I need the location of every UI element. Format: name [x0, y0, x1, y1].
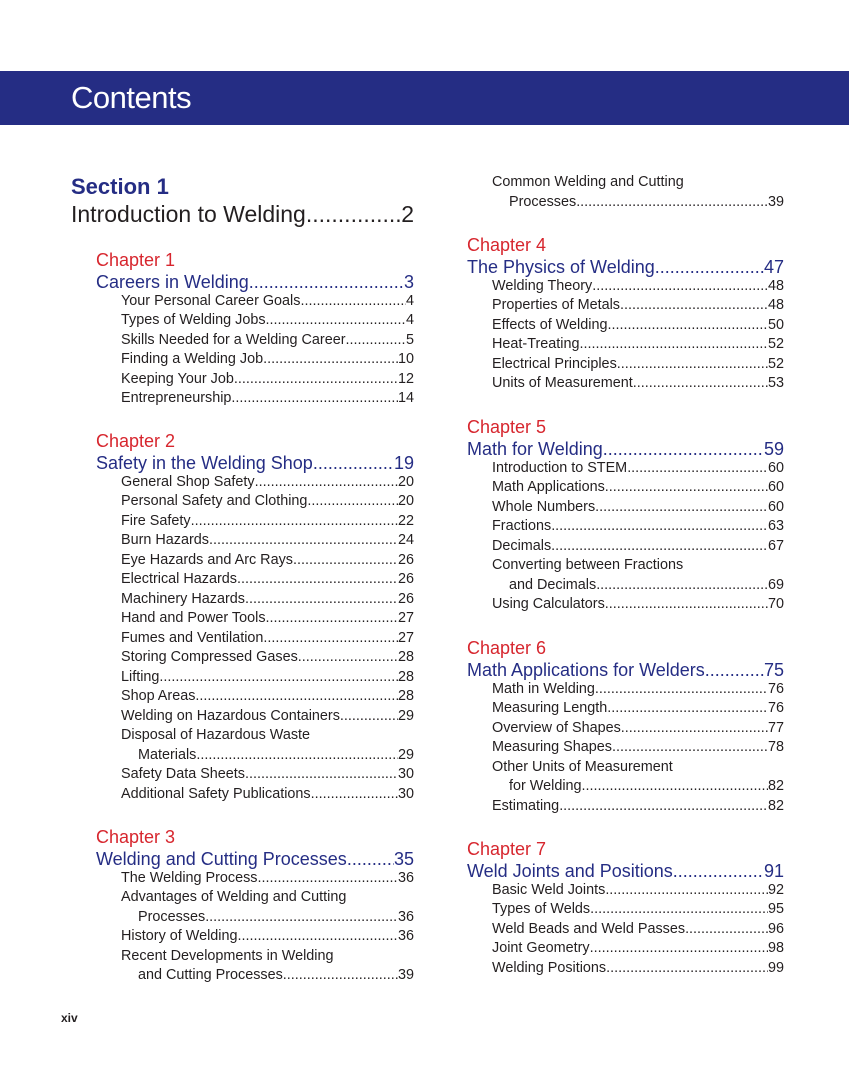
- entry-title: and Decimals: [509, 577, 597, 593]
- section-page: 2: [401, 201, 414, 227]
- leader-dots: [551, 517, 768, 536]
- entry-title: Types of Welding Jobs: [121, 312, 266, 328]
- entry-title: Units of Measurement: [492, 375, 633, 391]
- chapter-page: 3: [403, 272, 414, 292]
- leader-dots: [306, 200, 401, 228]
- entry-title: Joint Geometry: [492, 940, 590, 956]
- entry-title: Fumes and Ventilation: [121, 630, 264, 646]
- entry-page: 82: [767, 798, 784, 814]
- leader-dots: [340, 707, 398, 726]
- entry-title: Welding Theory: [492, 278, 593, 294]
- entry-title: The Welding Process: [121, 870, 258, 886]
- toc-entry[interactable]: [121, 785, 414, 804]
- leader-dots: [195, 687, 398, 706]
- entry-page: 48: [767, 297, 784, 313]
- leader-dots: [605, 478, 768, 497]
- chapter-title-row[interactable]: [96, 452, 414, 474]
- entry-title-line1: Converting between Fractions: [492, 557, 684, 573]
- leader-dots: [293, 551, 398, 570]
- entry-title: Welding on Hazardous Containers: [121, 708, 340, 724]
- entry-page: 28: [397, 669, 414, 685]
- toc-entry[interactable]: [121, 590, 414, 609]
- toc-entry[interactable]: [138, 966, 414, 985]
- toc-entry[interactable]: [492, 374, 784, 393]
- toc-entry[interactable]: [121, 331, 414, 350]
- entry-title: Electrical Hazards: [121, 571, 237, 587]
- toc-entry[interactable]: [138, 746, 414, 765]
- entry-title: Entrepreneurship: [121, 390, 232, 406]
- entry-title: Measuring Length: [492, 700, 608, 716]
- leader-dots: [245, 765, 398, 784]
- leader-dots: [249, 271, 404, 293]
- entry-title: Hand and Power Tools: [121, 610, 266, 626]
- toc-entry[interactable]: [121, 668, 414, 687]
- entry-page: 12: [397, 371, 414, 387]
- chapter-title: Safety in the Welding Shop: [96, 453, 313, 473]
- entry-title: for Welding: [509, 778, 582, 794]
- entry-title: Weld Beads and Weld Passes: [492, 921, 686, 937]
- leader-dots: [590, 900, 768, 919]
- entry-page: 24: [397, 532, 414, 548]
- toc-entry[interactable]: [121, 927, 414, 946]
- leader-dots: [191, 512, 398, 531]
- page-number: xiv: [61, 1011, 78, 1025]
- toc-entry[interactable]: [492, 900, 784, 919]
- entry-title: Overview of Shapes: [492, 720, 621, 736]
- chapter-title-row[interactable]: [467, 659, 784, 681]
- toc-entry[interactable]: [492, 316, 784, 335]
- toc-entry[interactable]: [121, 869, 414, 888]
- toc-entry[interactable]: [121, 492, 414, 511]
- chapter-page: 47: [763, 257, 784, 277]
- entry-title: Your Personal Career Goals: [121, 293, 301, 309]
- entry-title: Skills Needed for a Welding Career: [121, 332, 346, 348]
- toc-entry[interactable]: [121, 389, 414, 408]
- entry-page: 39: [397, 967, 414, 983]
- entry-page: 77: [767, 720, 784, 736]
- chapter-page: 59: [763, 439, 784, 459]
- chapter-page: 35: [393, 849, 414, 869]
- entry-title: Finding a Welding Job: [121, 351, 264, 367]
- entry-title-line1: Common Welding and Cutting: [492, 174, 684, 190]
- entry-page: 52: [767, 336, 784, 352]
- leader-dots: [595, 680, 768, 699]
- entry-page: 28: [397, 649, 414, 665]
- leader-dots: [266, 311, 406, 330]
- section-label: Section 1: [71, 174, 169, 199]
- toc-entry[interactable]: [492, 881, 784, 900]
- toc-entry[interactable]: [492, 939, 784, 958]
- toc-entry[interactable]: [121, 551, 414, 570]
- entry-title: Lifting: [121, 669, 160, 685]
- leader-dots: [298, 648, 398, 667]
- entry-title-line1: Advantages of Welding and Cutting: [121, 889, 347, 905]
- leader-dots: [263, 629, 398, 648]
- entry-page: 76: [767, 681, 784, 697]
- toc-entry[interactable]: [121, 292, 414, 311]
- leader-dots: [612, 738, 768, 757]
- entry-page: 29: [397, 708, 414, 724]
- entry-title-line1: Other Units of Measurement: [492, 759, 673, 775]
- entry-title: and Cutting Processes: [138, 967, 283, 983]
- entry-page: 30: [397, 786, 414, 802]
- entry-page: 14: [397, 390, 414, 406]
- leader-dots: [313, 452, 394, 474]
- entry-page: 36: [397, 870, 414, 886]
- entry-title: History of Welding: [121, 928, 238, 944]
- toc-entry[interactable]: [492, 595, 784, 614]
- leader-dots: [590, 939, 768, 958]
- entry-title: Keeping Your Job: [121, 371, 234, 387]
- leader-dots: [196, 746, 398, 765]
- entry-page: 22: [397, 513, 414, 529]
- entry-page: 10: [397, 351, 414, 367]
- entry-title: Introduction to STEM: [492, 460, 628, 476]
- toc-entry[interactable]: [121, 629, 414, 648]
- toc-entry[interactable]: [492, 296, 784, 315]
- entry-title: General Shop Safety: [121, 474, 255, 490]
- chapter-title: Math for Welding: [467, 439, 603, 459]
- leader-dots: [245, 590, 398, 609]
- chapter-page: 75: [763, 660, 784, 680]
- leader-dots: [605, 595, 768, 614]
- chapter-page: 91: [763, 861, 784, 881]
- leader-dots: [607, 699, 768, 718]
- toc-entry[interactable]: [492, 920, 784, 939]
- entry-title: Fractions: [492, 518, 552, 534]
- chapter-title-row[interactable]: [467, 256, 784, 278]
- entry-page: 60: [767, 460, 784, 476]
- entry-title: Basic Weld Joints: [492, 882, 606, 898]
- entry-title: Estimating: [492, 798, 560, 814]
- entry-title: Effects of Welding: [492, 317, 608, 333]
- toc-entry[interactable]: [509, 777, 784, 796]
- leader-dots: [627, 459, 768, 478]
- entry-title: Fire Safety: [121, 513, 191, 529]
- entry-title: Types of Welds: [492, 901, 591, 917]
- entry-title: Burn Hazards: [121, 532, 209, 548]
- leader-dots: [307, 492, 398, 511]
- toc-entry[interactable]: [121, 570, 414, 589]
- toc-entry[interactable]: [492, 498, 784, 517]
- leader-dots: [559, 797, 768, 816]
- leader-dots: [673, 860, 764, 882]
- entry-page: 50: [767, 317, 784, 333]
- entry-title: Personal Safety and Clothing: [121, 493, 308, 509]
- leader-dots: [685, 920, 768, 939]
- contents-banner: [0, 71, 849, 125]
- entry-page: 98: [767, 940, 784, 956]
- toc-entry[interactable]: [138, 908, 414, 927]
- entry-title: Using Calculators: [492, 596, 605, 612]
- entry-page: 60: [767, 499, 784, 515]
- toc-entry[interactable]: [492, 959, 784, 978]
- entry-title: Whole Numbers: [492, 499, 596, 515]
- leader-dots: [620, 296, 768, 315]
- entry-page: 76: [767, 700, 784, 716]
- leader-dots: [617, 355, 768, 374]
- toc-entry[interactable]: [121, 648, 414, 667]
- chapter-title-row[interactable]: [467, 438, 784, 460]
- entry-page: 26: [397, 571, 414, 587]
- leader-dots: [605, 881, 768, 900]
- leader-dots: [159, 668, 398, 687]
- leader-dots: [633, 374, 768, 393]
- entry-page: 82: [767, 778, 784, 794]
- toc-entry[interactable]: [121, 531, 414, 550]
- entry-title: Safety Data Sheets: [121, 766, 245, 782]
- toc-entry[interactable]: [492, 719, 784, 738]
- leader-dots: [346, 331, 406, 350]
- entry-title: Welding Positions: [492, 960, 607, 976]
- entry-page: 96: [767, 921, 784, 937]
- toc-entry[interactable]: [492, 517, 784, 536]
- entry-title: Math in Welding: [492, 681, 595, 697]
- entry-page: 70: [767, 596, 784, 612]
- entry-title: Additional Safety Publications: [121, 786, 311, 802]
- chapter-label: Chapter 6: [467, 638, 547, 658]
- leader-dots: [238, 927, 398, 946]
- entry-page: 26: [397, 552, 414, 568]
- toc-entry[interactable]: [121, 707, 414, 726]
- chapter-label: Chapter 2: [96, 431, 176, 451]
- toc-entry[interactable]: [121, 765, 414, 784]
- leader-dots: [263, 350, 398, 369]
- leader-dots: [209, 531, 398, 550]
- entry-title: Processes: [509, 194, 577, 210]
- entry-page: 27: [397, 630, 414, 646]
- entry-title-line1: Recent Developments in Welding: [121, 948, 334, 964]
- entry-page: 48: [767, 278, 784, 294]
- entry-page: 26: [397, 591, 414, 607]
- toc-entry[interactable]: [492, 537, 784, 556]
- chapter-label: Chapter 1: [96, 250, 176, 270]
- toc-entry[interactable]: [509, 193, 784, 212]
- toc-entry[interactable]: [121, 370, 414, 389]
- chapter-label: Chapter 3: [96, 827, 176, 847]
- chapter-title: The Physics of Welding: [467, 257, 655, 277]
- leader-dots: [283, 966, 398, 985]
- section-title-row[interactable]: [71, 200, 414, 228]
- entry-page: 30: [397, 766, 414, 782]
- entry-title: Materials: [138, 747, 197, 763]
- entry-title: Storing Compressed Gases: [121, 649, 298, 665]
- leader-dots: [300, 292, 406, 311]
- leader-dots: [311, 785, 398, 804]
- chapter-page: 19: [393, 453, 414, 473]
- leader-dots: [231, 389, 398, 408]
- entry-page: 99: [767, 960, 784, 976]
- toc-entry[interactable]: [492, 355, 784, 374]
- page-title: Contents: [71, 80, 192, 115]
- chapter-title-row[interactable]: [467, 860, 784, 882]
- leader-dots: [255, 473, 398, 492]
- entry-page: 53: [767, 375, 784, 391]
- entry-title-line1: Disposal of Hazardous Waste: [121, 727, 311, 743]
- entry-title: Heat-Treating: [492, 336, 580, 352]
- entry-page: 92: [767, 882, 784, 898]
- entry-page: 27: [397, 610, 414, 626]
- toc-entry[interactable]: [492, 335, 784, 354]
- entry-page: 4: [405, 293, 414, 309]
- entry-title: Machinery Hazards: [121, 591, 245, 607]
- toc-entry[interactable]: [121, 350, 414, 369]
- toc-entry[interactable]: [121, 609, 414, 628]
- leader-dots: [607, 316, 768, 335]
- leader-dots: [603, 438, 764, 460]
- entry-page: 20: [397, 493, 414, 509]
- toc-entry[interactable]: [492, 738, 784, 757]
- entry-page: 78: [767, 739, 784, 755]
- entry-title: Electrical Principles: [492, 356, 617, 372]
- leader-dots: [258, 869, 398, 888]
- entry-title: Math Applications: [492, 479, 605, 495]
- entry-page: 4: [405, 312, 414, 328]
- entry-page: 36: [397, 928, 414, 944]
- toc-entry[interactable]: [492, 277, 784, 296]
- leader-dots: [705, 659, 764, 681]
- leader-dots: [582, 777, 768, 796]
- leader-dots: [551, 537, 768, 556]
- entry-page: 95: [767, 901, 784, 917]
- toc-entry[interactable]: [121, 311, 414, 330]
- entry-page: 52: [767, 356, 784, 372]
- toc-entry[interactable]: [492, 478, 784, 497]
- entry-page: 63: [767, 518, 784, 534]
- entry-page: 69: [767, 577, 784, 593]
- entry-title: Shop Areas: [121, 688, 196, 704]
- entry-title: Properties of Metals: [492, 297, 620, 313]
- entry-page: 39: [767, 194, 784, 210]
- toc-entry[interactable]: [492, 459, 784, 478]
- entry-page: 5: [405, 332, 414, 348]
- leader-dots: [595, 498, 768, 517]
- leader-dots: [579, 335, 768, 354]
- toc-entry[interactable]: [492, 797, 784, 816]
- chapter-title: Math Applications for Welders: [467, 660, 705, 680]
- chapter-title: Careers in Welding: [96, 272, 249, 292]
- chapter-title: Weld Joints and Positions: [467, 861, 673, 881]
- toc-entry[interactable]: [492, 699, 784, 718]
- entry-title: Decimals: [492, 538, 552, 554]
- entry-page: 29: [397, 747, 414, 763]
- leader-dots: [576, 193, 768, 212]
- leader-dots: [234, 370, 398, 389]
- leader-dots: [606, 959, 768, 978]
- entry-page: 20: [397, 474, 414, 490]
- entry-page: 36: [397, 909, 414, 925]
- leader-dots: [596, 576, 768, 595]
- leader-dots: [655, 256, 764, 278]
- entry-page: 60: [767, 479, 784, 495]
- leader-dots: [592, 277, 768, 296]
- toc-entry[interactable]: [509, 576, 784, 595]
- leader-dots: [347, 848, 394, 870]
- chapter-title-row[interactable]: [96, 848, 414, 870]
- entry-page: 28: [397, 688, 414, 704]
- chapter-label: Chapter 4: [467, 235, 547, 255]
- entry-title: Eye Hazards and Arc Rays: [121, 552, 293, 568]
- entry-title: Measuring Shapes: [492, 739, 612, 755]
- leader-dots: [205, 908, 398, 927]
- toc-entry[interactable]: [121, 473, 414, 492]
- entry-page: 67: [767, 538, 784, 554]
- toc-entry[interactable]: [492, 680, 784, 699]
- leader-dots: [266, 609, 398, 628]
- entry-title: Processes: [138, 909, 206, 925]
- chapter-title-row[interactable]: [96, 271, 414, 293]
- section-title: Introduction to Welding: [71, 201, 306, 227]
- chapter-title: Welding and Cutting Processes: [96, 849, 347, 869]
- chapter-label: Chapter 5: [467, 417, 547, 437]
- toc-entry[interactable]: [121, 512, 414, 531]
- toc-entry[interactable]: [121, 687, 414, 706]
- leader-dots: [237, 570, 398, 589]
- chapter-label: Chapter 7: [467, 839, 547, 859]
- leader-dots: [621, 719, 768, 738]
